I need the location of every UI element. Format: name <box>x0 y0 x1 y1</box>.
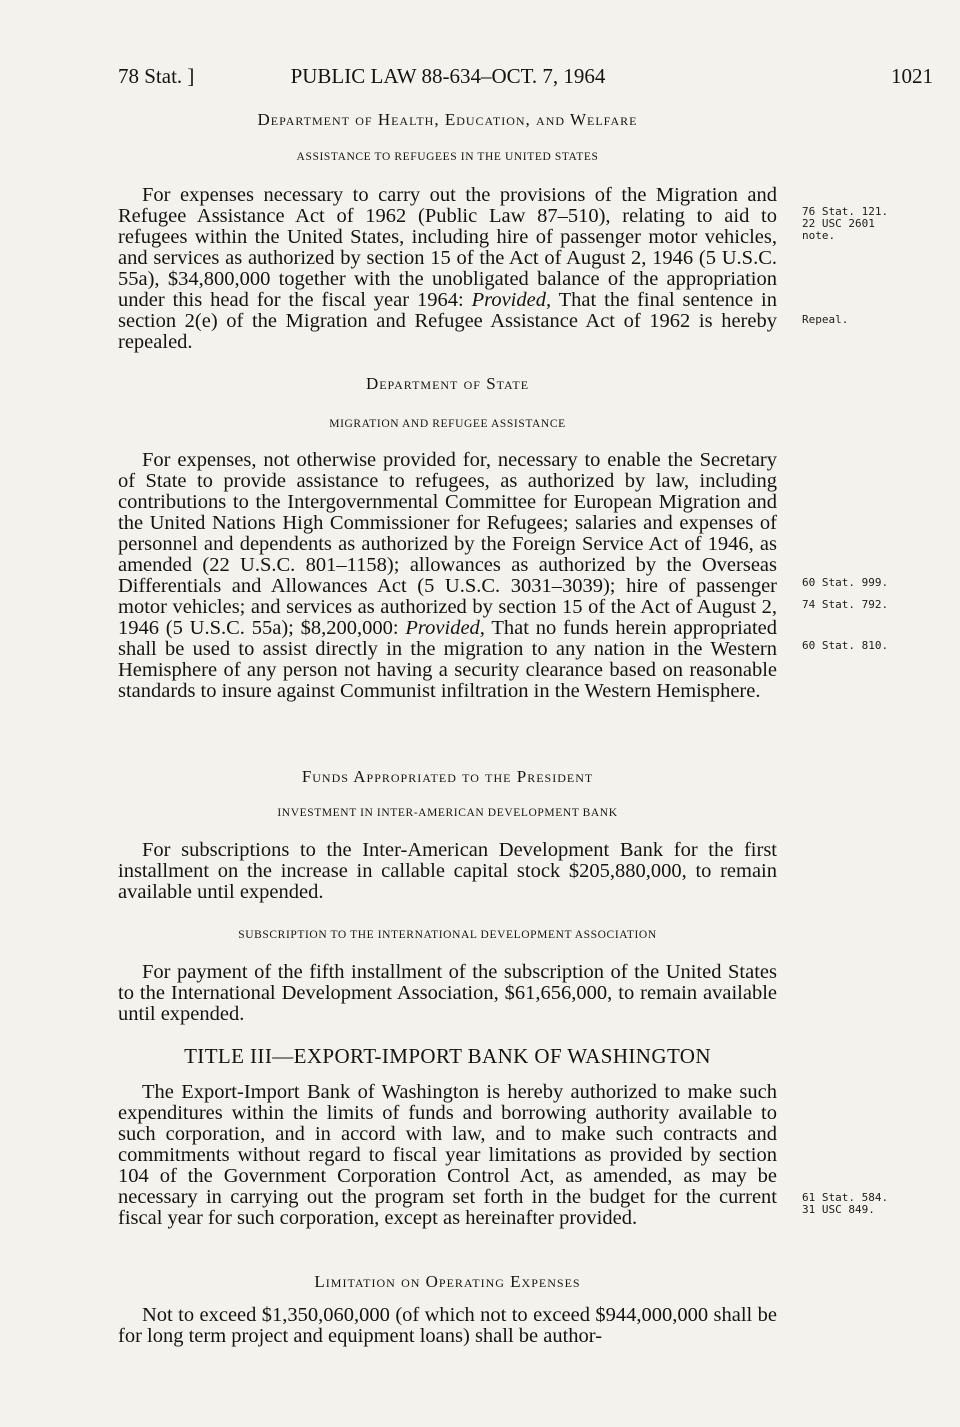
hew-paragraph-wrap <box>118 185 777 353</box>
hew-paragraph <box>118 185 777 353</box>
section-subheading: SUBSCRIPTION TO THE INTERNATIONAL DEVELOPMENT ASSOCIATION <box>238 929 657 941</box>
section-subheading: INVESTMENT IN INTER-AMERICAN DEVELOPMENT BANK <box>277 807 618 819</box>
ida-paragraph: For payment of the fifth installment of the subscription of the United States to the International Development Association, $61,656,000, to remain available until expended. <box>118 961 777 1025</box>
title3-paragraph: The Export-Import Bank of Washington is hereby authorized to make such expenditures within the limits of funds and borrowing authority available to such corporation, and in accord with law, and to make such contracts and commitments without regard to fiscal year limitations as provided by section 104 of the Government Corporation Control Act, as amended, as may be necessary in carrying out the program set forth in the budget for the current fiscal year for such corporation, except as hereinafter provided. <box>118 1081 777 1229</box>
section-limitation <box>118 1272 777 1292</box>
section-subheading: MIGRATION AND REFUGEE ASSISTANCE <box>329 418 566 430</box>
limitation-paragraph-wrap <box>118 1305 777 1347</box>
page-number: 1021 <box>891 64 933 88</box>
section-heading: Department of State <box>365 374 530 393</box>
section-president <box>118 767 777 787</box>
limitation-paragraph: Not to exceed $1,350,060,000 (of which not to exceed $944,000,000 shall be for long term project and equipment loans) shall be author- <box>118 1304 777 1347</box>
margin-note: 74 Stat. 792. <box>802 598 889 611</box>
state-paragraph-wrap <box>118 450 777 702</box>
section-state-sub-wrap <box>118 418 777 430</box>
margin-note-repeal: Repeal. <box>802 313 849 326</box>
margin-note: 60 Stat. 810. <box>802 639 889 652</box>
president-paragraph-wrap <box>118 840 777 903</box>
proviso-text: Provided, <box>405 617 485 639</box>
title3-paragraph-wrap <box>118 1082 777 1229</box>
paragraph-text: That no funds herein appropriated shall be used to assist directly in the migration to any nation in the Western Hemisphere of any person not having a security clearance based on reasonable standards to insure against Communist infiltration in the Western Hemisphere. <box>118 617 777 702</box>
paragraph-text: For expenses necessary to carry out the provisions of the Migration and Refugee Assistance Act of 1962 (Public Law 87–510), relating to aid to refugees within the United States, including hire of passenger motor vehicles, and services as authorized by section 15 of the Act of August 2, 1946 (5 U.S.C. 55a), $34,800,000 together with the unobligated balance of the appropriation under this head for the fiscal year 1964: <box>118 184 777 311</box>
header-title: PUBLIC LAW 88-634–OCT. 7, 1964 <box>290 64 606 88</box>
section-ida-sub-wrap <box>118 929 777 941</box>
state-paragraph <box>118 450 777 702</box>
margin-note: 61 Stat. 584. 31 USC 849. <box>802 1191 889 1216</box>
title-heading: TITLE III—EXPORT-IMPORT BANK OF WASHINGTON <box>184 1044 711 1068</box>
section-state <box>118 374 777 394</box>
section-president-sub-wrap <box>118 807 777 819</box>
section-hew-sub-wrap <box>118 151 777 163</box>
section-heading: Limitation on Operating Expenses <box>314 1272 581 1291</box>
paragraph-text: For expenses, not otherwise provided for, necessary to enable the Secretary of State to provide assistance to refugees, as authorized by law, including contributions to the Intergovernmental Committee for European Migration and the United Nations High Commissioner for Refugees; salaries and expenses of personnel and dependents as authorized by the Foreign Service Act of 1946, as amended (22 U.S.C. 801–1158); allowances as authorized by the Overseas Differentials and Allowances Act (5 U.S.C. 3031–3039); hire of passenger motor vehicles; and services as authorized by section 15 of the Act of August 2, 1946 (5 U.S.C. 55a); $8,200,000: <box>118 449 777 639</box>
proviso-text: Provided, <box>471 289 552 311</box>
section-heading: Department of Health, Education, and Welfare <box>257 110 638 129</box>
page-header <box>118 64 933 94</box>
header-volume: 78 Stat. ] <box>118 64 195 88</box>
margin-note: 60 Stat. 999. <box>802 576 889 589</box>
president-paragraph: For subscriptions to the Inter-American Development Bank for the first installment on the increase in callable capital stock $205,880,000, to remain available until expended. <box>118 839 777 903</box>
paragraph-text: That the final sentence in section 2(e) of the Migration and Refugee Assistance Act of 1962 is hereby repealed. <box>118 289 777 353</box>
ida-paragraph-wrap <box>118 962 777 1025</box>
margin-note: 76 Stat. 121. 22 USC 2601 note. <box>802 205 889 242</box>
section-heading: Funds Appropriated to the President <box>301 767 594 786</box>
section-hew <box>118 110 777 130</box>
section-subheading: ASSISTANCE TO REFUGEES IN THE UNITED STATES <box>296 151 599 163</box>
